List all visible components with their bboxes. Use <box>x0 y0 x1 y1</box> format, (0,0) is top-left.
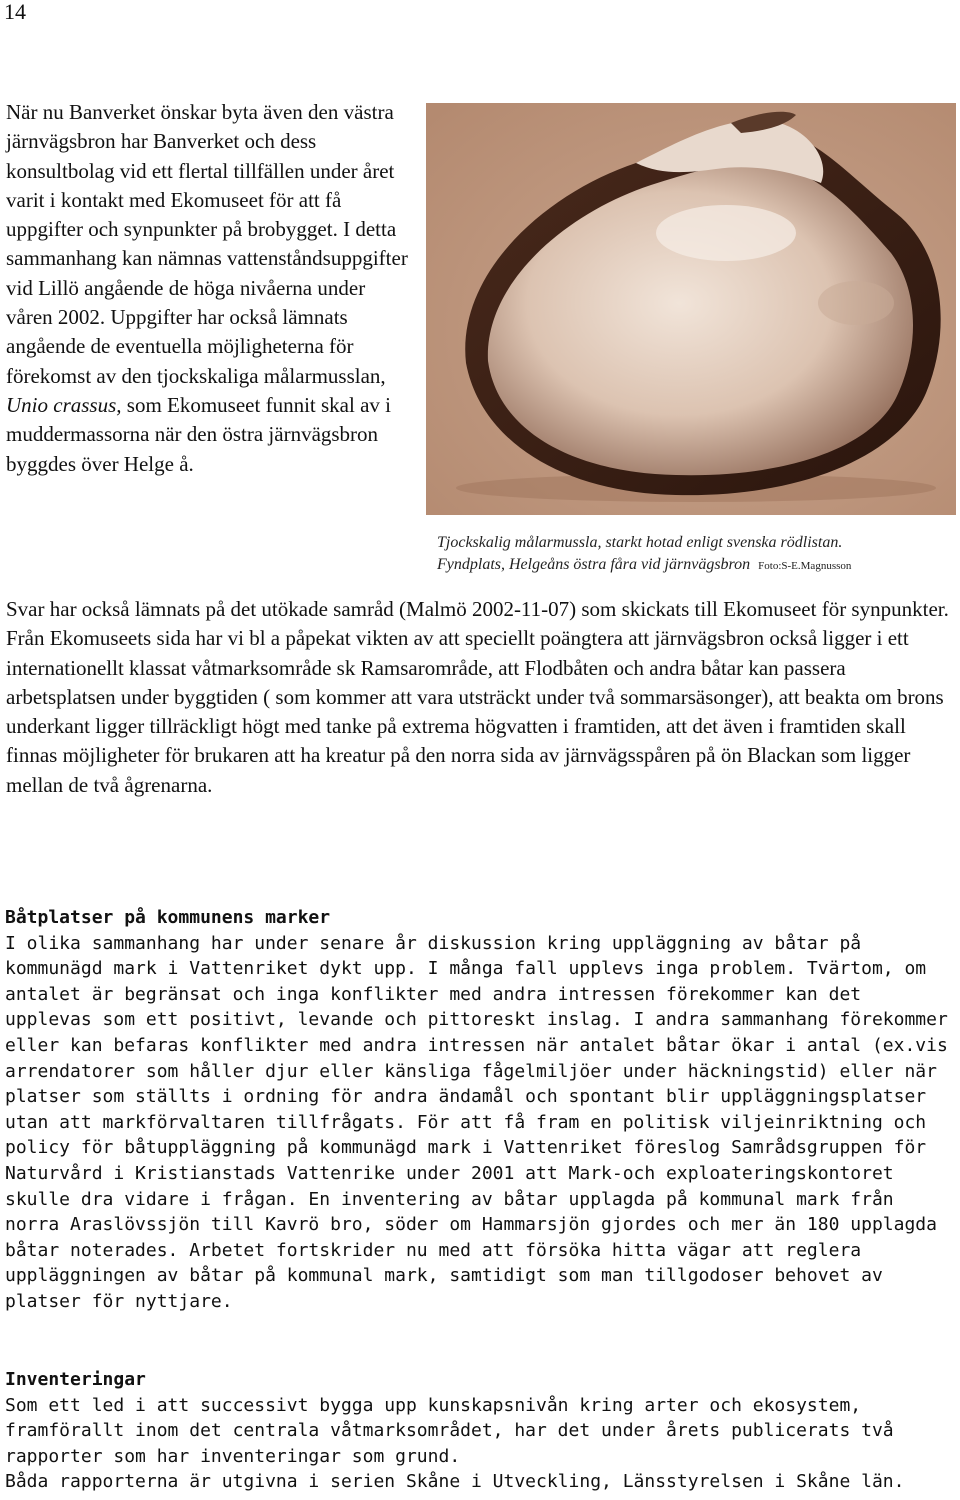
species-name: Unio crassus, <box>6 392 122 417</box>
inventories-text-1: Som ett led i att successivt bygga upp kunskapsnivån kring arter och ekosystem, framförallt inom det centrala våtmarksområdet, har det under årets publicerats två rapporter som har inventeringar som grund. <box>5 1394 894 1467</box>
intro-paragraph <box>6 98 416 479</box>
caption-line-2 <box>437 554 957 577</box>
inventories-heading: Inventeringar <box>5 1369 146 1390</box>
photo-caption <box>437 532 957 577</box>
page-number: 14 <box>4 0 26 24</box>
boat-places-section <box>5 905 955 1315</box>
boat-places-heading: Båtplatser på kommunens marker <box>5 907 331 928</box>
reply-paragraph: Svar har också lämnats på det utökade samråd (Malmö 2002-11-07) som skickats till Ekomuseet för synpunkter. Från Ekomuseets sida har vi bl a påpekat vikten av att speciellt poängtera att järnvägsbron också ligger i ett internationellt klassat våtmarksområde sk Ramsarområde, att Flodbåten och andra båtar kan passera arbetsplatsen under byggtiden ( som kommer att vara utsträckt under två sommarsäsonger), att beakta om brons underkant ligger tillräckligt högt med tanke på extrema högvatten i framtiden, att det även i framtiden skall finnas möjligheter för brukaren att ha kreatur på den norra sida av järnvägsspåren på ön Blackan som ligger mellan de två ågrenarna. <box>6 597 949 797</box>
inventories-text-2: Båda rapporterna är utgivna i serien Skåne i Utveckling, Länsstyrelsen i Skåne län. <box>5 1471 905 1493</box>
intro-text-part1: När nu Banverket önskar byta även den västra järnvägsbron har Banverket och dess konsultbolag vid ett flertal tillfällen under året varit i kontakt med Ekomuseet för att få uppgifter och synpunkter på brobygget. I detta sammanhang kan nämnas vattenståndsuppgifter vid Lillö angående de höga nivåerna under våren 2002. Uppgifter har också lämnats angående de eventuella möjligheterna för förekomst av den tjockskaliga målarmusslan, <box>6 100 408 388</box>
caption-location: Fyndplats, Helgeåns östra fåra vid järnvägsbron <box>437 556 751 573</box>
intro-text-part2: som Ekomuseet funnit skal av i muddermassorna när den östra järnvägsbron byggdes över Helge å. <box>6 392 391 476</box>
caption-line-1: Tjockskalig målarmussla, starkt hotad enligt svenska rödlistan. <box>437 534 843 551</box>
inventories-section <box>5 1367 955 1495</box>
boat-places-text: I olika sammanhang har under senare år diskussion kring uppläggning av båtar på kommunägd mark i Vattenriket dykt upp. I många fall upplevs inga problem. Tvärtom, om antalet är begränsat och inga konflikter med andra intressen förekommer kan det upplevas som ett positivt, levande och pittoreskt inslag. I andra sammanhang förekommer eller kan befaras konflikter med andra intressen när antalet båtar ökar i antal (ex.vis arrendatorer som håller djur eller känsliga fågelmiljöer under häckningstid) eller när platser som ställts i ordning för andra ändamål och spontant blir uppläggningsplatser utan att markförvaltaren tillfrågats. För att få fram en politisk viljeinriktning och policy för båtuppläggning på kommunägd mark i Vattenriket föreslog Samrådsgruppen för Naturvård i Kristianstads Vattenrike under 2001 att Mark-och exploateringskontoret skulle dra vidare i frågan. En inventering av båtar upplagda på kommunal mark från norra Araslövssjön till Kavrö bro, söder om Hammarsjön gjordes och mer än 180 upplagda båtar noterades. Arbetet fortskrider nu med att försöka hitta vägar att reglera uppläggningen av båtar på kommunal mark, samtidigt som man tillgodoser behovet av platser för nyttjare. <box>5 932 948 1312</box>
mussel-shell-photo <box>426 103 956 515</box>
photo-credit: Foto:S-E.Magnusson <box>758 560 852 572</box>
